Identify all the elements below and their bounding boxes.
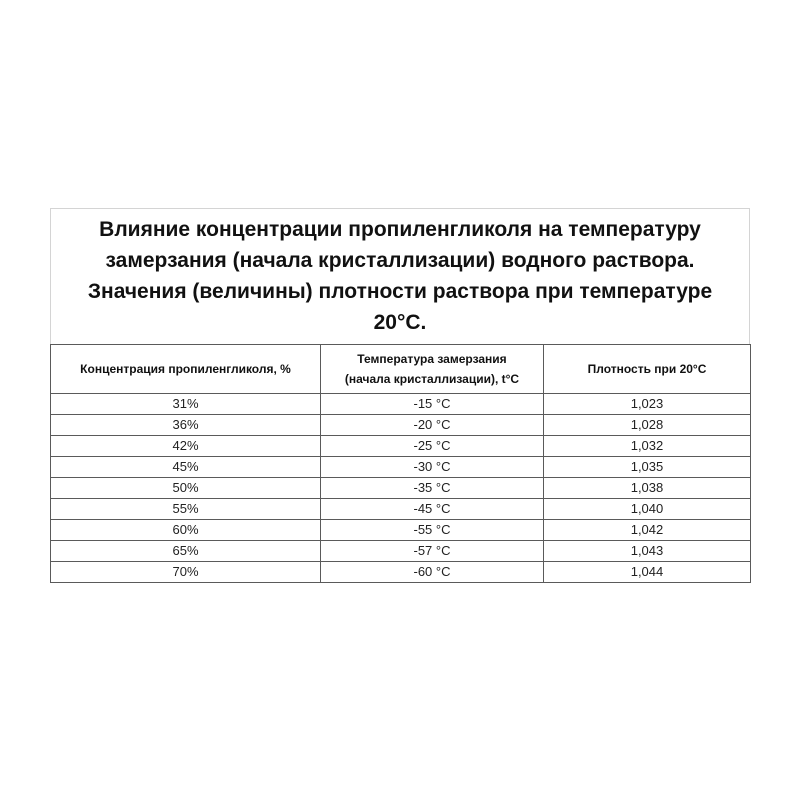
cell-density: 1,038 xyxy=(544,478,751,499)
spreadsheet-document xyxy=(50,208,750,583)
header-freezing-temperature xyxy=(321,345,544,394)
cell-freezing: -25 °С xyxy=(321,436,544,457)
cell-density: 1,042 xyxy=(544,520,751,541)
title-line: замерзания (начала кристаллизации) водного раствора. xyxy=(105,249,695,272)
table-row xyxy=(51,541,751,562)
title-line: 20°С. xyxy=(373,311,427,334)
cell-concentration: 55% xyxy=(51,499,321,520)
title-line: Значения (величины) плотности раствора при температуре xyxy=(87,280,713,303)
table-row xyxy=(51,436,751,457)
cell-concentration: 42% xyxy=(51,436,321,457)
title-line: Влияние концентрации пропиленгликоля на температуру xyxy=(99,218,701,241)
table-row xyxy=(51,499,751,520)
header-concentration: Концентрация пропиленгликоля, % xyxy=(51,345,321,394)
data-table xyxy=(50,344,751,583)
table-row xyxy=(51,562,751,583)
cell-freezing: -30 °С xyxy=(321,457,544,478)
table-row xyxy=(51,478,751,499)
cell-concentration: 60% xyxy=(51,520,321,541)
table-row xyxy=(51,415,751,436)
cell-concentration: 70% xyxy=(51,562,321,583)
cell-density: 1,035 xyxy=(544,457,751,478)
cell-concentration: 45% xyxy=(51,457,321,478)
cell-freezing: -57 °С xyxy=(321,541,544,562)
cell-freezing: -35 °С xyxy=(321,478,544,499)
table-row xyxy=(51,520,751,541)
cell-density: 1,044 xyxy=(544,562,751,583)
cell-concentration: 36% xyxy=(51,415,321,436)
table-title xyxy=(50,208,750,344)
cell-concentration: 31% xyxy=(51,394,321,415)
cell-concentration: 65% xyxy=(51,541,321,562)
cell-density: 1,028 xyxy=(544,415,751,436)
cell-freezing: -15 °С xyxy=(321,394,544,415)
cell-freezing: -60 °С xyxy=(321,562,544,583)
table-row xyxy=(51,394,751,415)
header-freezing-line1: Температура замерзания xyxy=(357,352,507,366)
cell-density: 1,023 xyxy=(544,394,751,415)
cell-freezing: -45 °С xyxy=(321,499,544,520)
cell-freezing: -55 °С xyxy=(321,520,544,541)
cell-concentration: 50% xyxy=(51,478,321,499)
header-density: Плотность при 20°С xyxy=(544,345,751,394)
cell-density: 1,040 xyxy=(544,499,751,520)
header-row xyxy=(51,345,751,394)
header-freezing-line2: (начала кристаллизации), t°С xyxy=(344,372,520,386)
cell-density: 1,032 xyxy=(544,436,751,457)
table-row xyxy=(51,457,751,478)
cell-freezing: -20 °С xyxy=(321,415,544,436)
cell-density: 1,043 xyxy=(544,541,751,562)
